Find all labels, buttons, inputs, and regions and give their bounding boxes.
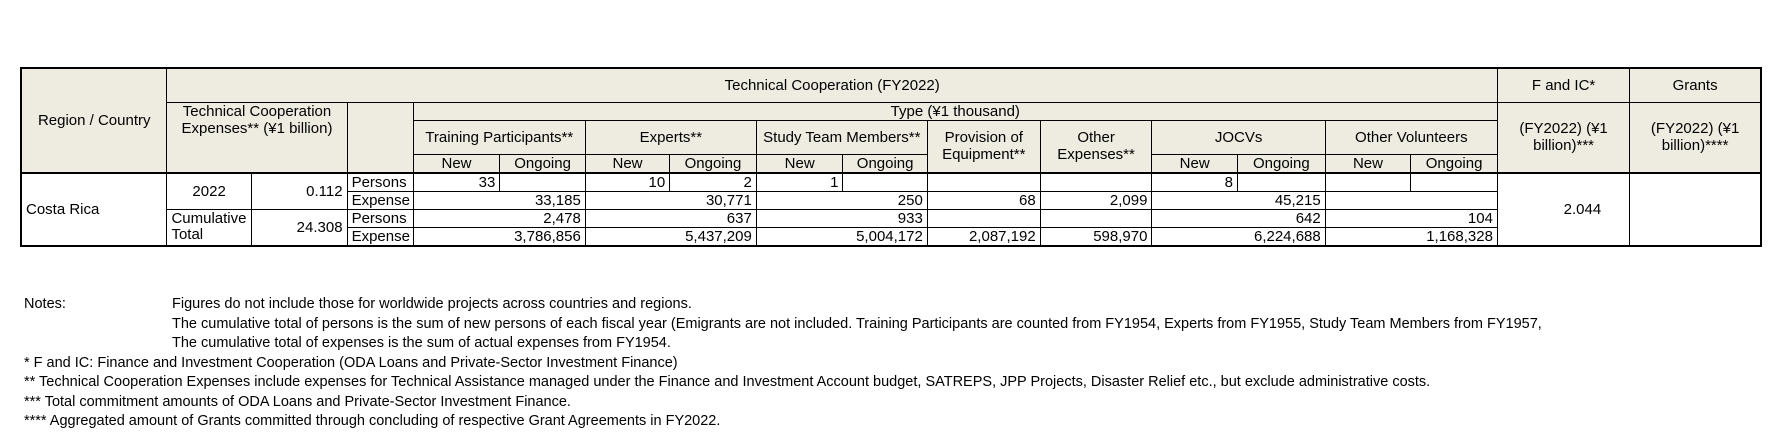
- provision-expense: 68: [927, 191, 1040, 209]
- provision-persons: [927, 173, 1040, 192]
- training-ongoing-header: Ongoing: [500, 154, 586, 173]
- cum-study-persons: 933: [756, 209, 927, 227]
- blank-header: [347, 102, 413, 173]
- cum-jocvs-persons: 642: [1152, 209, 1325, 227]
- cum-ov-expense: 1,168,328: [1325, 227, 1497, 246]
- notes-label: Notes:: [24, 296, 66, 312]
- experts-ongoing-header: Ongoing: [670, 154, 757, 173]
- note-line-1: Figures do not include those for worldwide projects across countries and regions.: [172, 296, 692, 312]
- cumulative-expense-cell: 24.308: [251, 209, 347, 246]
- cum-experts-persons: 637: [585, 209, 756, 227]
- f-ic-unit-header: (FY2022) (¥1 billion)***: [1497, 102, 1629, 173]
- training-header: Training Participants**: [413, 120, 585, 154]
- training-ongoing-persons: [500, 173, 586, 192]
- cum-expense-label: Expense: [347, 227, 413, 246]
- study-ongoing-header: Ongoing: [843, 154, 927, 173]
- cum-jocvs-expense: 6,224,688: [1152, 227, 1325, 246]
- cum-provision-expense: 2,087,192: [927, 227, 1040, 246]
- technical-cooperation-header: Technical Cooperation (FY2022): [167, 68, 1498, 102]
- study-ongoing-persons: [843, 173, 927, 192]
- training-expense: 33,185: [413, 191, 585, 209]
- study-expense: 250: [756, 191, 927, 209]
- grants-unit-header: (FY2022) (¥1 billion)****: [1630, 102, 1761, 173]
- f-and-ic-header: F and IC*: [1497, 68, 1629, 102]
- country-cell: Costa Rica: [21, 173, 167, 246]
- other-expense: 2,099: [1040, 191, 1152, 209]
- experts-ongoing-persons: 2: [670, 173, 757, 192]
- cumulative-label: Cumulative Total: [167, 209, 251, 246]
- f-ic-value: 2.044: [1497, 173, 1629, 246]
- other-volunteers-header: Other Volunteers: [1325, 120, 1497, 154]
- jocvs-header: JOCVs: [1152, 120, 1325, 154]
- expense-label: Expense: [347, 191, 413, 209]
- region-country-header: Region / Country: [21, 68, 167, 173]
- note-line-6: *** Total commitment amounts of ODA Loans and Private-Sector Investment Finance.: [24, 393, 571, 410]
- experts-header: Experts**: [585, 120, 756, 154]
- cum-training-persons: 2,478: [413, 209, 585, 227]
- other-expenses-header: Other Expenses**: [1040, 120, 1152, 173]
- jocvs-expense: 45,215: [1152, 191, 1325, 209]
- cum-other-expense: 598,970: [1040, 227, 1152, 246]
- training-new-header: New: [413, 154, 500, 173]
- jocvs-new-persons: 8: [1152, 173, 1238, 192]
- grants-header: Grants: [1630, 68, 1761, 102]
- persons-label: Persons: [347, 173, 413, 192]
- note-line-2: The cumulative total of persons is the sum of new persons of each fiscal year (Emigrants are not included. Training Participants are counted from FY1954, Experts from FY1955, Study Team Members from FY1957,: [172, 315, 1542, 332]
- cum-persons-label: Persons: [347, 209, 413, 227]
- cum-ov-persons: 104: [1325, 209, 1497, 227]
- experts-new-header: New: [585, 154, 669, 173]
- note-line-7: **** Aggregated amount of Grants committed through concluding of respective Grant Agreements in FY2022.: [24, 413, 721, 429]
- ov-ongoing-persons: [1411, 173, 1498, 192]
- jocvs-ongoing-persons: [1237, 173, 1325, 192]
- type-header: Type (¥1 thousand): [413, 102, 1497, 120]
- jocvs-new-header: New: [1152, 154, 1238, 173]
- cum-provision-persons: [927, 209, 1040, 227]
- tc-expenses-header: Technical Cooperation Expenses** (¥1 billion): [167, 102, 347, 173]
- jocvs-ongoing-header: Ongoing: [1237, 154, 1325, 173]
- ov-expense: [1325, 191, 1497, 209]
- grants-value: [1630, 173, 1761, 246]
- cum-training-expense: 3,786,856: [413, 227, 585, 246]
- training-new-persons: 33: [413, 173, 500, 192]
- cum-experts-expense: 5,437,209: [585, 227, 756, 246]
- study-new-header: New: [756, 154, 843, 173]
- note-line-3: The cumulative total of expenses is the sum of actual expenses from FY1954.: [172, 335, 671, 351]
- cum-other-persons: [1040, 209, 1152, 227]
- note-line-5: ** Technical Cooperation Expenses include expenses for Technical Assistance managed under the Finance and Investment Account budget, SATREPS, JPP Projects, Disaster Relief etc., but exclude administrative costs.: [24, 374, 1431, 390]
- notes-section: [24, 295, 1542, 432]
- year-cell: 2022: [167, 173, 251, 210]
- note-line-4: * F and IC: Finance and Investment Cooperation (ODA Loans and Private-Sector Investment Finance): [24, 354, 678, 371]
- study-team-header: Study Team Members**: [756, 120, 927, 154]
- year-expense-cell: 0.112: [251, 173, 347, 210]
- experts-new-persons: 10: [585, 173, 669, 192]
- ov-new-persons: [1325, 173, 1411, 192]
- other-persons: [1040, 173, 1152, 192]
- cooperation-table: [20, 67, 1762, 247]
- ov-new-header: New: [1325, 154, 1411, 173]
- study-new-persons: 1: [756, 173, 843, 192]
- ov-ongoing-header: Ongoing: [1411, 154, 1498, 173]
- provision-header: Provision of Equipment**: [927, 120, 1040, 173]
- experts-expense: 30,771: [585, 191, 756, 209]
- cum-study-expense: 5,004,172: [756, 227, 927, 246]
